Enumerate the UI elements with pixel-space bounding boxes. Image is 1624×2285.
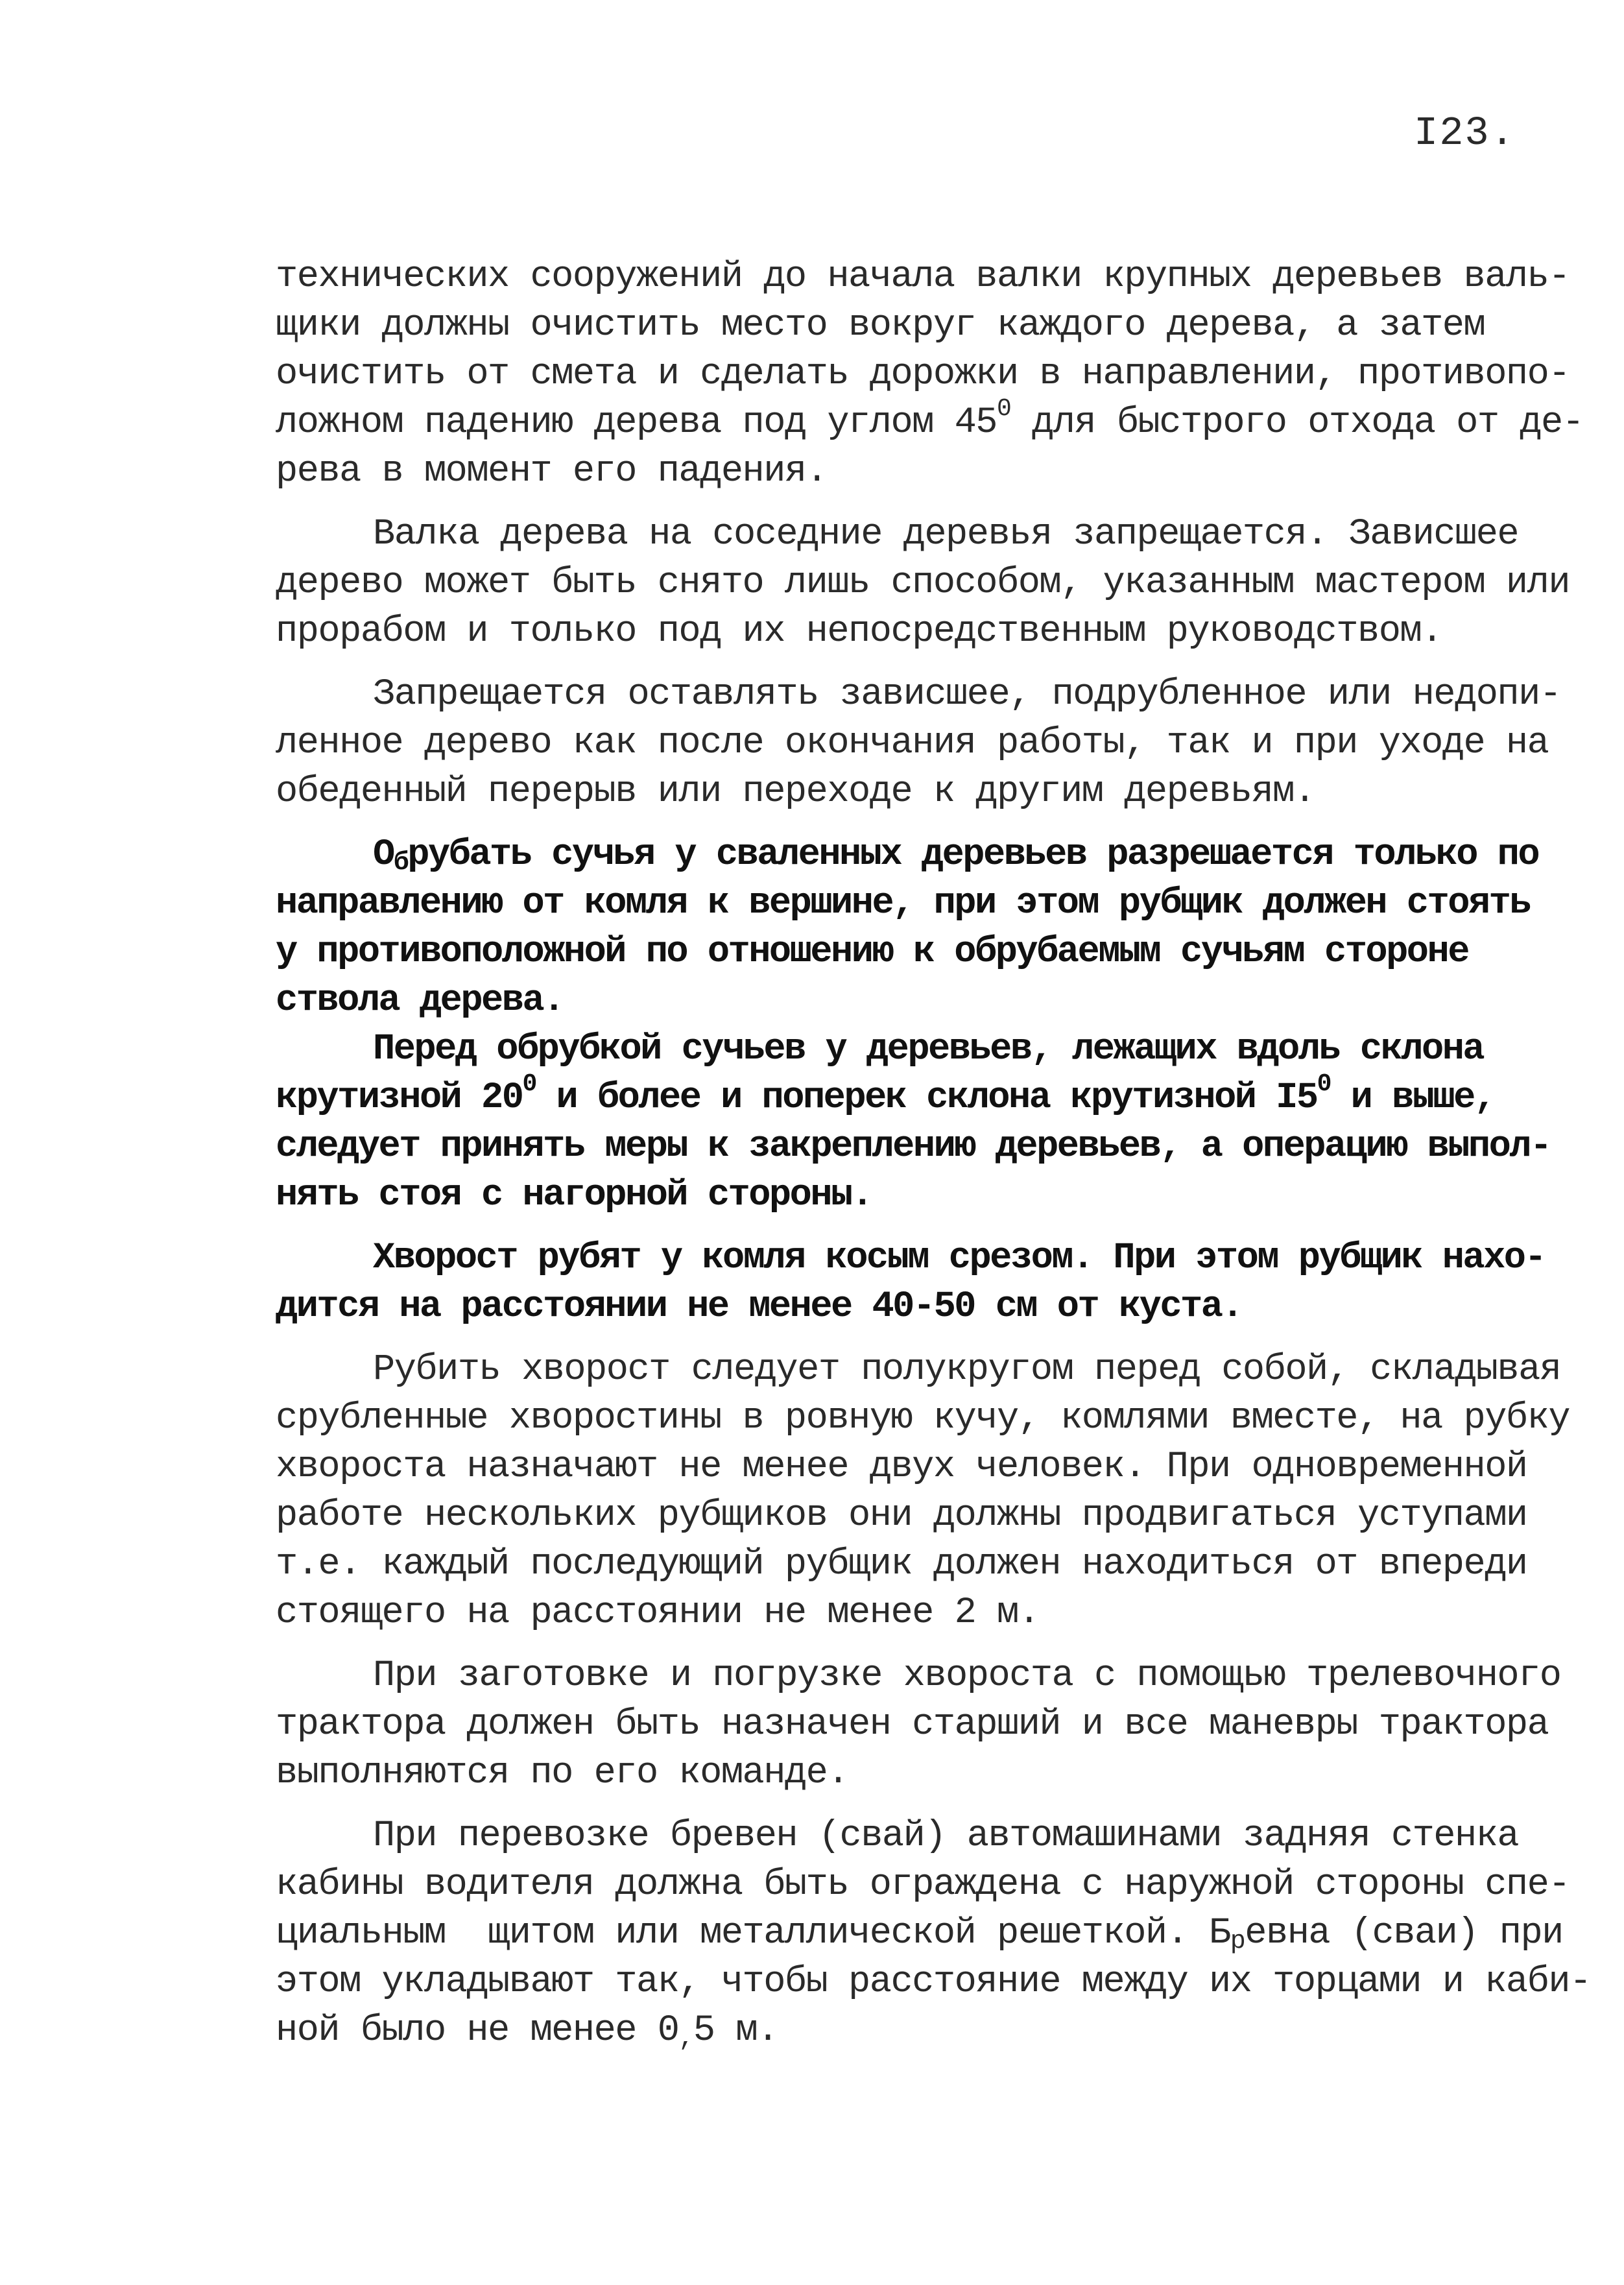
text-line: очистить от смета и сделать дорожки в направлении, противопо- xyxy=(276,353,1570,395)
text-line: т.е. каждый последующий рубщик должен находиться от впереди xyxy=(276,1544,1527,1585)
text-line: При заготовке и погрузке хвороста с помощью трелевочного xyxy=(373,1655,1561,1697)
text-line xyxy=(276,1070,1527,1123)
text-line: у противоположной по отношению к обрубаемым сучьям стороне xyxy=(276,931,1468,973)
text-line: Перед обрубкой сучьев у деревьев, лежащих вдоль склона xyxy=(373,1029,1484,1070)
degree-superscript: 0 xyxy=(1317,1070,1330,1098)
text-line: ленное дерево как после окончания работы, так и при уходе на xyxy=(276,723,1549,764)
text-line: Запрещается оставлять зависшее, подрубленное или недопи- xyxy=(373,674,1561,715)
text-fragment: и более и поперек склона крутизной I5 xyxy=(535,1077,1317,1119)
text-line: технических сооружений до начала валки крупных деревьев валь- xyxy=(276,256,1570,298)
text-line: обеденный перерыв или переходе к другим деревьям. xyxy=(276,771,1315,813)
text-fragment: евна (сваи) при xyxy=(1245,1913,1563,1954)
subscript-letter: б xyxy=(393,848,408,878)
paragraph-7 xyxy=(276,1346,1570,1638)
subscript-letter: р xyxy=(1230,1927,1245,1956)
text-line: выполняются по его команде. xyxy=(276,1753,849,1794)
text-fragment: рубать сучья у сваленных деревьев разрешается только по xyxy=(407,834,1539,876)
text-line: этом укладывают так, чтобы расстояние между их торцами и каби- xyxy=(276,1961,1591,2003)
text-line: работе нескольких рубщиков они должны продвигаться уступами xyxy=(276,1495,1527,1537)
text-line: срубленные хворостины в ровную кучу, комлями вместе, на рубку xyxy=(276,1398,1570,1439)
text-line: кабины водителя должна быть ограждена с наружной стороны спе- xyxy=(276,1864,1570,1906)
text-line: хвороста назначают не менее двух человек. При одновременной xyxy=(276,1446,1527,1488)
text-line: Хворост рубят у комля косым срезом. При этом рубщик нахо- xyxy=(373,1238,1546,1279)
paragraph-4 xyxy=(276,831,1539,1025)
text-fragment: и выше, xyxy=(1330,1077,1495,1119)
text-fragment: для быстрого отхода от де- xyxy=(1010,402,1584,444)
text-line: Валка дерева на соседние деревья запрещается. Зависшее xyxy=(373,514,1519,555)
text-line: Рубить хворост следует полукругом перед собой, складывая xyxy=(373,1349,1561,1391)
text-line: следует принять меры к закреплению деревьев, а операцию выпол- xyxy=(276,1126,1551,1167)
text-line xyxy=(276,831,1539,879)
text-line: направлению от комля к вершине, при этом рубщик должен стоять xyxy=(276,883,1531,924)
text-line xyxy=(276,395,1584,448)
paragraph-9 xyxy=(276,1812,1591,2055)
text-line: дерево может быть снято лишь способом, указанным мастером или xyxy=(276,562,1570,604)
paragraph-3 xyxy=(276,671,1561,817)
text-line: дится на расстоянии не менее 40-50 см от куста. xyxy=(276,1286,1243,1328)
text-line: рева в момент его падения. xyxy=(276,451,828,492)
text-line: прорабом и только под их непосредственным руководством. xyxy=(276,611,1442,652)
paragraph-5 xyxy=(276,1025,1551,1220)
paragraph-8 xyxy=(276,1652,1561,1798)
text-line: При перевозке бревен (свай) автомашинами задняя стенка xyxy=(373,1815,1519,1857)
text-line: ствола дерева. xyxy=(276,980,564,1022)
text-fragment: ной было не менее 0 xyxy=(276,2010,679,2052)
degree-superscript: 0 xyxy=(997,395,1011,423)
subscript-comma: , xyxy=(678,2024,693,2053)
text-line: нять стоя с нагорной стороны. xyxy=(276,1175,872,1216)
text-fragment: крутизной 20 xyxy=(276,1077,523,1119)
text-line xyxy=(276,2007,1527,2055)
document-body xyxy=(276,253,1591,2070)
paragraph-2 xyxy=(276,510,1570,656)
text-line: стоящего на расстоянии не менее 2 м. xyxy=(276,1592,1040,1634)
paragraph-6 xyxy=(276,1234,1546,1332)
text-fragment: циальным щитом или металлической решеткой. Б xyxy=(276,1913,1230,1954)
text-line xyxy=(276,1909,1563,1958)
text-line: щики должны очистить место вокруг каждого дерева, а затем xyxy=(276,305,1485,346)
text-line: трактора должен быть назначен старший и все маневры трактора xyxy=(276,1704,1549,1745)
degree-superscript: 0 xyxy=(522,1070,536,1098)
text-fragment: ложном падению дерева под углом 45 xyxy=(276,402,997,444)
page-number: I23. xyxy=(1414,110,1516,156)
text-fragment: 5 м. xyxy=(693,2010,778,2052)
paragraph-1 xyxy=(276,253,1584,496)
text-fragment: О xyxy=(373,834,394,876)
